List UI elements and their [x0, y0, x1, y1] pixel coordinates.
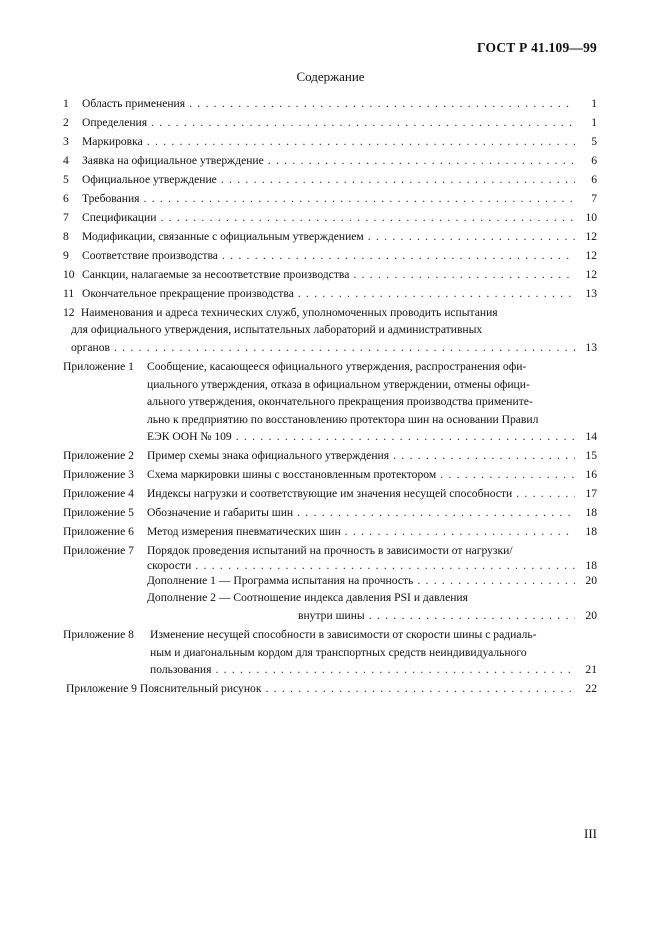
annex-label: Приложение 6	[63, 525, 134, 539]
page-number: 1	[591, 97, 597, 110]
toc-entry-annex[interactable]	[63, 485, 597, 503]
page-number: 7	[591, 191, 597, 205]
section-list	[63, 95, 597, 302]
section-number: 3	[63, 134, 69, 148]
toc-entry-section[interactable]	[63, 228, 597, 246]
page-number: 1	[591, 115, 597, 129]
page-number: 10	[585, 210, 597, 224]
page-number: 18	[585, 558, 597, 572]
annex-title-line: ЕЭК ООН № 109	[147, 430, 232, 444]
toc-entry-annex[interactable]	[63, 447, 597, 465]
toc-entry-section[interactable]	[63, 133, 597, 151]
section-title: Официальное утверждение	[82, 172, 217, 186]
annex-label: Приложение 9	[66, 682, 137, 696]
page-number: 12	[585, 248, 597, 262]
toc-entry-annex[interactable]	[63, 504, 597, 522]
section-title: Окончательное прекращение производства	[82, 286, 294, 300]
section-title: Область применения	[82, 97, 186, 110]
toc-entry-section[interactable]	[63, 209, 597, 227]
toc-entry-annex-1[interactable]	[63, 358, 597, 446]
toc-entry-section[interactable]	[63, 152, 597, 170]
document-id-header: ГОСТ Р 41.109—99	[477, 40, 597, 55]
annex-title-line: скорости	[147, 558, 192, 572]
supplement-1-entry[interactable]	[147, 572, 597, 590]
section-number: 10	[63, 267, 75, 281]
page-number: 21	[585, 663, 597, 677]
page-number: 20	[585, 573, 597, 587]
annex-label: Приложение 5	[63, 506, 134, 520]
page-number: 17	[585, 487, 597, 501]
supplement-title: Дополнение 1 — Программа испытания на прочность	[147, 573, 414, 587]
toc-entry-section[interactable]	[63, 95, 597, 113]
page-number: 6	[591, 153, 597, 167]
page-number: 14	[585, 430, 597, 444]
page-number: 5	[591, 134, 597, 148]
section-number: 6	[63, 191, 69, 205]
toc-entry-section-12[interactable]	[63, 304, 597, 357]
toc-entry-section[interactable]	[63, 171, 597, 189]
toc-entry-section[interactable]	[63, 190, 597, 208]
toc-entry-annex-8[interactable]	[63, 626, 597, 679]
toc-entry-section[interactable]	[63, 114, 597, 132]
section-number: 1	[63, 97, 69, 110]
section-title: Соответствие производства	[82, 248, 218, 262]
annex-title: Пояснительный рисунок	[139, 682, 262, 696]
contents-title: Содержание	[296, 69, 365, 84]
section-title: Спецификации	[82, 210, 157, 224]
annex-title-line: льно к предприятию по восстановлению протектора шин на основании Правил	[147, 412, 539, 426]
footer-page-number: III	[584, 826, 597, 841]
annex-label: Приложение 8	[63, 628, 134, 642]
section-title: Определения	[82, 115, 148, 129]
annex-title: Схема маркировки шины с восстановленным протектором	[147, 468, 437, 482]
section-title: Санкции, налагаемые за несоответствие производства	[82, 267, 350, 281]
annex-title-line: Сообщение, касающееся официального утверждения, распространения офи-	[147, 360, 527, 373]
page-number: 22	[585, 682, 597, 696]
page-number: 6	[591, 172, 597, 186]
supplement-2-entry[interactable]	[147, 589, 597, 624]
toc-entry-section[interactable]	[63, 266, 597, 284]
page-number: 12	[585, 267, 597, 281]
page-number: 16	[585, 468, 597, 482]
toc-entry-section[interactable]	[63, 247, 597, 265]
section-title: Требования	[82, 191, 140, 205]
annex-title: Индексы нагрузки и соответствующие им значения несущей способности	[147, 487, 513, 501]
section-title-line: для официального утверждения, испытательных лабораторий и административных	[71, 323, 483, 337]
annex-label: Приложение 2	[63, 449, 134, 463]
toc-entry-annex-9[interactable]	[63, 680, 597, 698]
section-title-line: Наименования и адреса технических служб, уполномоченных проводить испытания	[80, 305, 498, 319]
annex-title-line: ным и диагональным кордом для транспортных средств неиндивидуального	[150, 645, 527, 659]
section-title: Модификации, связанные с официальным утверждением	[82, 229, 364, 243]
annex-label: Приложение 3	[63, 468, 134, 482]
annex-list	[63, 447, 597, 541]
section-title: Заявка на официальное утверждение	[82, 153, 264, 167]
section-number: 4	[63, 153, 69, 167]
annex-title: Метод измерения пневматических шин	[147, 525, 341, 539]
toc-entry-annex-7[interactable]	[63, 542, 597, 624]
section-number: 12	[63, 305, 75, 319]
section-number: 8	[63, 229, 69, 243]
page-number: 12	[585, 229, 597, 243]
annex-label: Приложение 7	[63, 544, 134, 558]
section-number: 5	[63, 172, 69, 186]
annex-title-line: Изменение несущей способности в зависимости от скорости шины с радиаль-	[150, 628, 537, 642]
page-number: 15	[585, 449, 597, 463]
table-of-contents	[63, 95, 597, 698]
annex-title: Пример схемы знака официального утверждения	[147, 449, 390, 463]
annex-label: Приложение 4	[63, 487, 134, 501]
toc-entry-annex[interactable]	[63, 466, 597, 484]
page-number: 13	[585, 341, 597, 355]
annex-title-line: ального утверждения, окончательного прекращения производства примените-	[147, 395, 533, 409]
annex-title-line: Порядок проведения испытаний на прочность в зависимости от нагрузки/	[147, 544, 513, 558]
page-number: 13	[585, 286, 597, 300]
toc-entry-section[interactable]	[63, 285, 597, 303]
section-title: Маркировка	[82, 134, 143, 148]
section-title-line: органов	[71, 341, 110, 355]
section-number: 11	[63, 286, 75, 300]
section-number: 2	[63, 115, 69, 129]
toc-entry-annex[interactable]	[63, 523, 597, 541]
supplement-title: Дополнение 2 — Соотношение индекса давления PSI и давления	[147, 591, 468, 605]
page-number: 20	[585, 609, 597, 623]
section-number: 7	[63, 210, 69, 224]
page-number: 18	[585, 506, 597, 520]
annex-label: Приложение 1	[63, 360, 134, 373]
annex-title-line: пользования	[150, 663, 212, 677]
supplement-title: внутри шины	[298, 609, 365, 623]
page-number: 18	[585, 525, 597, 539]
annex-title: Обозначение и габариты шин	[147, 506, 294, 520]
annex-title-line: циального утверждения, отказа в официальном утверждении, отмены офици-	[147, 377, 530, 391]
section-number: 9	[63, 248, 69, 262]
